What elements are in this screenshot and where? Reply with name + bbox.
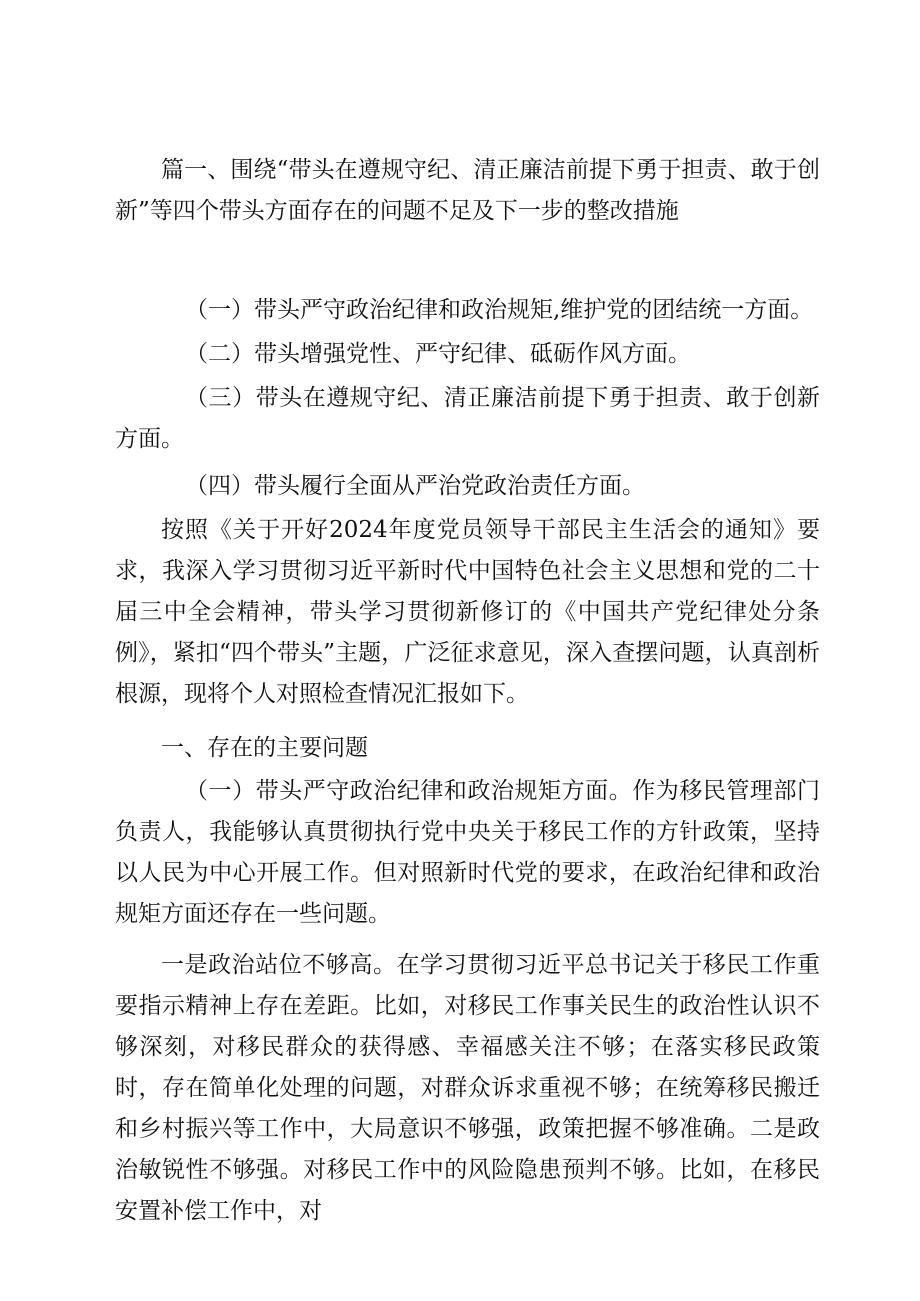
outline-item-3: （三）带头在遵规守纪、清正廉洁前提下勇于担责、敢于创新方面。 [115,385,820,452]
outline-item-4: （四）带头履行全面从严治党政治责任方面。 [185,473,645,499]
intro-paragraph: 按照《关于开好2024年度党员领导干部民主生活会的通知》要求，我深入学习贯彻习近平新时代中国特色社会主义思想和党的二十届三中全会精神，带头学习贯彻新修订的《中国共产党纪律处分条例》，紧扣“四个带头”主题，广泛征求意见，深入查摆问题，认真剖析根源，现将个人对照检查情况汇报如下。 [115,517,820,707]
section-heading: 一、存在的主要问题 [161,735,368,761]
subsection-paragraph: （一）带头严守政治纪律和政治规矩方面。作为移民管理部门负责人，我能够认真贯彻执行党中央关于移民工作的方针政策，坚持以人民为中心开展工作。但对照新时代党的要求，在政治纪律和政治规矩方面还存在一些问题。 [115,778,820,927]
point-paragraph: 一是政治站位不够高。在学习贯彻习近平总书记关于移民工作重要指示精神上存在差距。比如，对移民工作事关民生的政治性认识不够深刻，对移民群众的获得感、幸福感关注不够；在落实移民政策时，存在简单化处理的问题，对群众诉求重视不够；在统筹移民搬迁和乡村振兴等工作中，大局意识不够强，政策把握不够准确。二是政治敏锐性不够强。对移民工作中的风险隐患预判不够。比如，在移民安置补偿工作中，对 [115,952,820,1224]
outline-item-1: （一）带头严守政治纪律和政治规矩,维护党的团结统一方面。 [185,297,814,323]
document-title: 篇一、围绕“带头在遵规守纪、清正廉洁前提下勇于担责、敢于创新”等四个带头方面存在的问题不足及下一步的整改措施 [115,157,820,224]
outline-item-2: （二）带头增强党性、严守纪律、砥砺作风方面。 [185,341,691,367]
